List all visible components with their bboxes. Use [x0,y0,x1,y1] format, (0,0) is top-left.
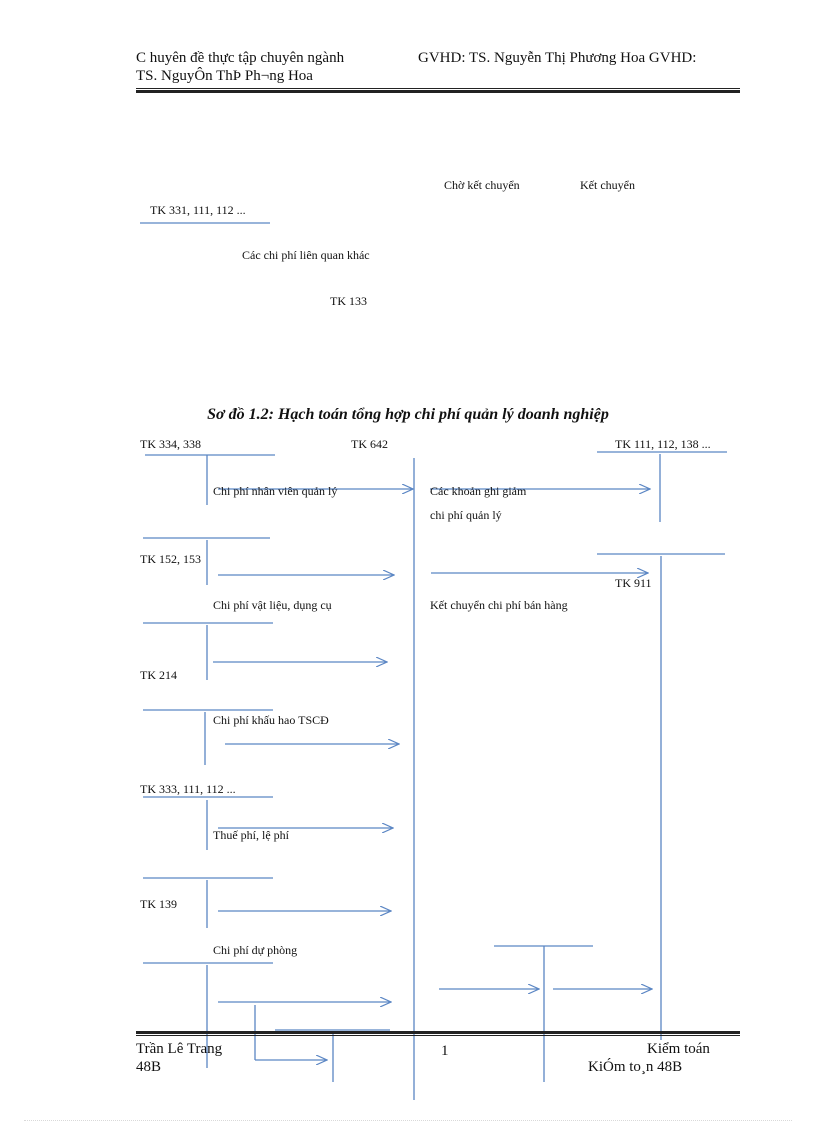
label-cac-khoan-giam-2: chi phí quản lý [430,508,502,522]
label-chi-phi-vat-lieu: Chi phí vật liệu, dụng cụ [213,598,332,612]
label-ket-chuyen-ban-hang: Kết chuyển chi phí bán hàng [430,598,568,612]
label-chi-phi-khau-hao: Chi phí khấu hao TSCĐ [213,713,329,727]
label-chi-phi-nhan-vien: Chi phí nhân viên quản lý [213,484,338,498]
header-left-text: C huyên đề thực tập chuyên ngành [136,50,345,66]
label-tk111: TK 111, 112, 138 ... [615,437,711,451]
label-thue-phi: Thuế phí, lệ phí [213,828,289,842]
page-bottom-dotted-edge [24,1120,792,1121]
label-tk911: TK 911 [615,576,652,590]
label-tk331: TK 331, 111, 112 ... [150,203,246,217]
footer-rule-thick [136,1031,740,1034]
label-tk333: TK 333, 111, 112 ... [140,782,236,796]
label-cho-ket-chuyen: Chờ kết chuyển [444,178,520,192]
label-cac-chi-phi: Các chi phí liên quan khác [242,248,370,262]
diagram-title: Sơ đồ 1.2: Hạch toán tổng hợp chi phí quản lý doanh nghiệp [207,406,609,423]
label-tk152: TK 152, 153 [140,552,201,566]
label-tk133: TK 133 [330,294,367,308]
page-number: 1 [441,1043,449,1059]
footer-dept: Kiểm toán [647,1041,710,1057]
label-tk214: TK 214 [140,668,177,682]
header-right-text: GVHD: TS. Nguyễn Thị Phương Hoa GVHD: [418,50,697,66]
label-ket-chuyen: Kết chuyển [580,178,635,192]
label-chi-phi-du-phong: Chi phí dự phòng [213,943,298,957]
footer-author-class: 48B [136,1059,162,1075]
label-tk642: TK 642 [351,437,388,451]
label-tk334: TK 334, 338 [140,437,201,451]
footer-dept-class: KiÓm to¸n 48B [588,1059,683,1075]
footer-rule-thin [136,1035,740,1036]
footer-author: Trần Lê Trang [136,1041,223,1057]
header-second-line: TS. NguyÔn ThÞ Ph¬ng Hoa [136,68,313,84]
label-cac-khoan-giam-1: Các khoản ghi giảm [430,484,527,498]
label-tk139: TK 139 [140,897,177,911]
